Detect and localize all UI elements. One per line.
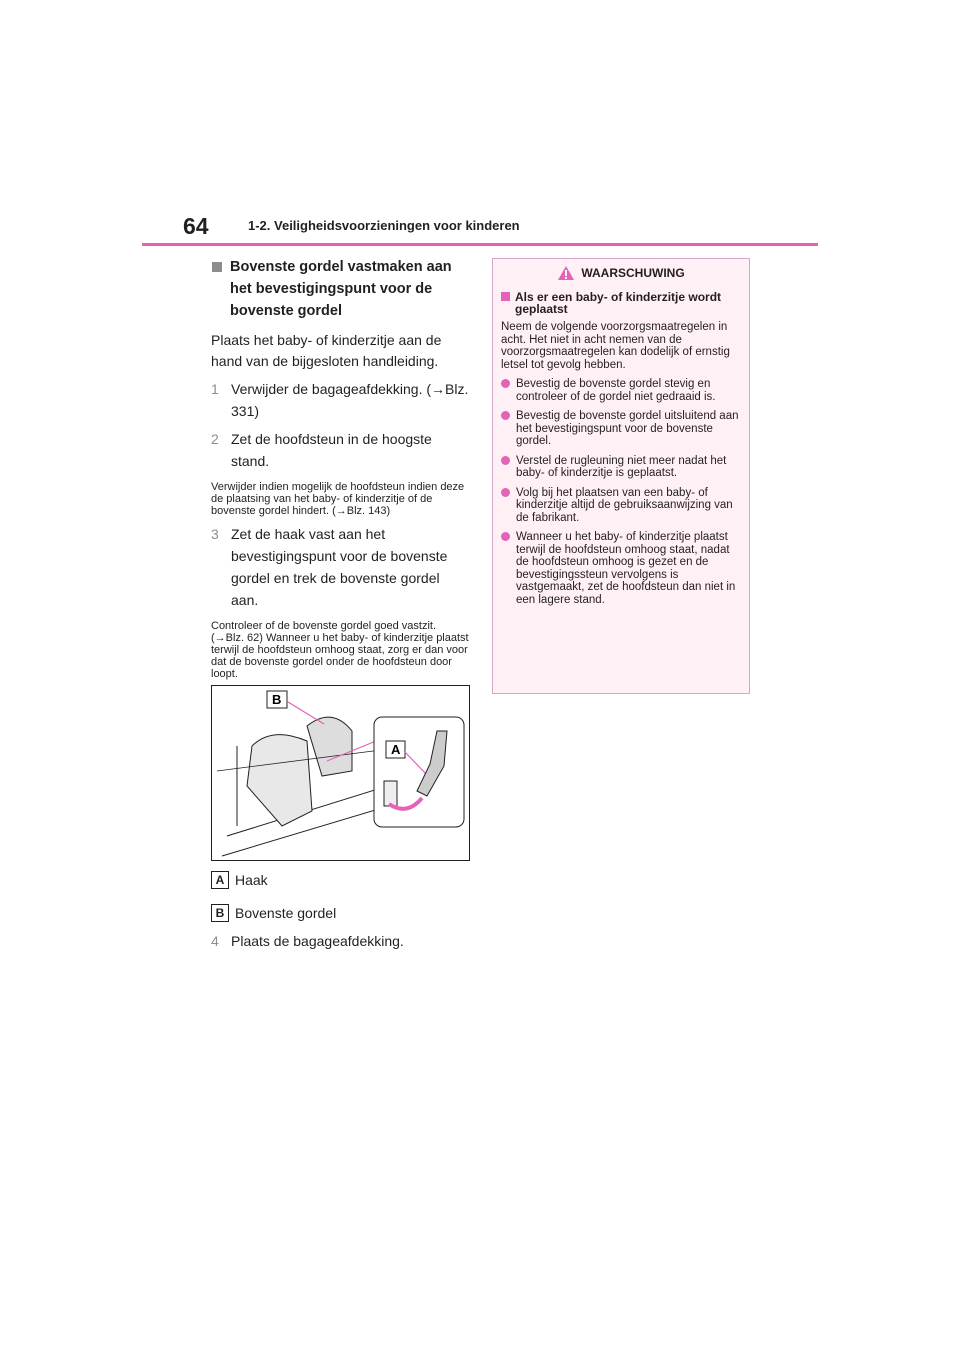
step-text: Zet de hoofdsteun in de hoogste stand. [231, 431, 432, 469]
svg-text:B: B [272, 692, 282, 707]
warning-bullet [501, 487, 741, 525]
note-headrest: Verwijder indien mogelijk de hoofdsteun indien deze de plaatsing van het baby- of kinderzitje of de bovenste gordel hindert. (→Blz. 143) [211, 481, 465, 517]
warning-subheading [501, 291, 741, 315]
step-4 [211, 933, 404, 949]
warning-intro: Neem de volgende voorzorgsmaatregelen in acht. Het niet in acht nemen van de voorzorgsmaatregelen kan dodelijk of ernstig letsel tot gevolg hebben. [501, 321, 730, 371]
step-number: 4 [211, 933, 219, 949]
step-number: 1 [211, 381, 219, 397]
square-bullet-icon [212, 262, 222, 272]
warning-body [493, 287, 749, 606]
intro-text: Plaats het baby- of kinderzitje aan de hand van de bijgesloten handleiding. [211, 332, 442, 369]
step-number: 2 [211, 431, 219, 447]
bullet-text: Volg bij het plaatsen van een baby- of kinderzitje altijd de gebruiksaanwijzing van de fabrikant. [516, 486, 733, 524]
legend-b [211, 904, 336, 922]
section-title: 1-2. Veiligheidsvoorzieningen voor kinderen [248, 218, 520, 233]
bullet-dot-icon [501, 379, 510, 388]
bullet-text: Verstel de rugleuning niet meer nadat het baby- of kinderzitje is geplaatst. [516, 454, 727, 479]
label-box-a: A [211, 871, 229, 889]
bullet-text: Bevestig de bovenste gordel uitsluitend aan het bevestigingspunt voor de bovenste gordel. [516, 410, 739, 447]
legend-a [211, 871, 268, 889]
step-3 [211, 523, 469, 611]
header-rule [142, 243, 818, 246]
warning-bullet [501, 531, 741, 606]
bullet-text: Bevestig de bovenste gordel stevig en controleer of de gordel niet gedraaid is. [516, 378, 716, 403]
note-belt-check: Controleer of de bovenste gordel goed vastzit. (→Blz. 62) Wanneer u het baby- of kinderzitje plaatst terwijl de hoofdsteun omhoog staat, zorg er dan voor dat de bovenste gordel onder de hoofdsteun door loopt. [211, 620, 469, 680]
warning-bullet [501, 378, 741, 403]
bullet-dot-icon [501, 411, 510, 420]
svg-text:A: A [391, 742, 401, 757]
warning-box [492, 258, 750, 694]
heading-text: Bovenste gordel vastmaken aan het bevestigingspunt voor de bovenste gordel [230, 259, 452, 319]
warning-subheading-text: Als er een baby- of kinderzitje wordt geplaatst [515, 290, 722, 316]
step-text: Plaats de bagageafdekking. [231, 933, 404, 949]
legend-text-b: Bovenste gordel [235, 905, 337, 921]
label-box-b: B [211, 904, 229, 922]
bullet-dot-icon [501, 456, 510, 465]
warning-bullet [501, 455, 741, 480]
page-number: 64 [183, 213, 209, 239]
warning-bullet [501, 410, 741, 448]
bullet-dot-icon [501, 532, 510, 541]
square-bullet-icon [501, 292, 510, 301]
bullet-dot-icon [501, 488, 510, 497]
step-text: Verwijder de bagageafdekking. (→Blz. 331) [231, 381, 469, 419]
warning-header [493, 259, 749, 287]
bullet-text: Wanneer u het baby- of kinderzitje plaatst terwijl de hoofdsteun omhoog staat, nadat de hoofdsteun omhoog is gezet en de bevestigingssteun vervolgens is vastgemaakt, zet de hoofdsteun dan niet in een lagere stand. [516, 531, 736, 606]
seat-tether-drawing [212, 686, 469, 860]
warning-title: WAARSCHUWING [581, 266, 685, 280]
tether-illustration [211, 685, 470, 861]
legend-text-a: Haak [235, 872, 268, 888]
section-heading [211, 256, 469, 322]
step-number: 3 [211, 526, 219, 542]
step-1 [211, 378, 469, 422]
instructions-column [211, 256, 469, 680]
step-2 [211, 428, 469, 472]
warning-triangle-icon [557, 265, 575, 281]
step-text: Zet de haak vast aan het bevestigingspunt voor de bovenste gordel en trek de bovenste gordel aan. [231, 526, 448, 608]
